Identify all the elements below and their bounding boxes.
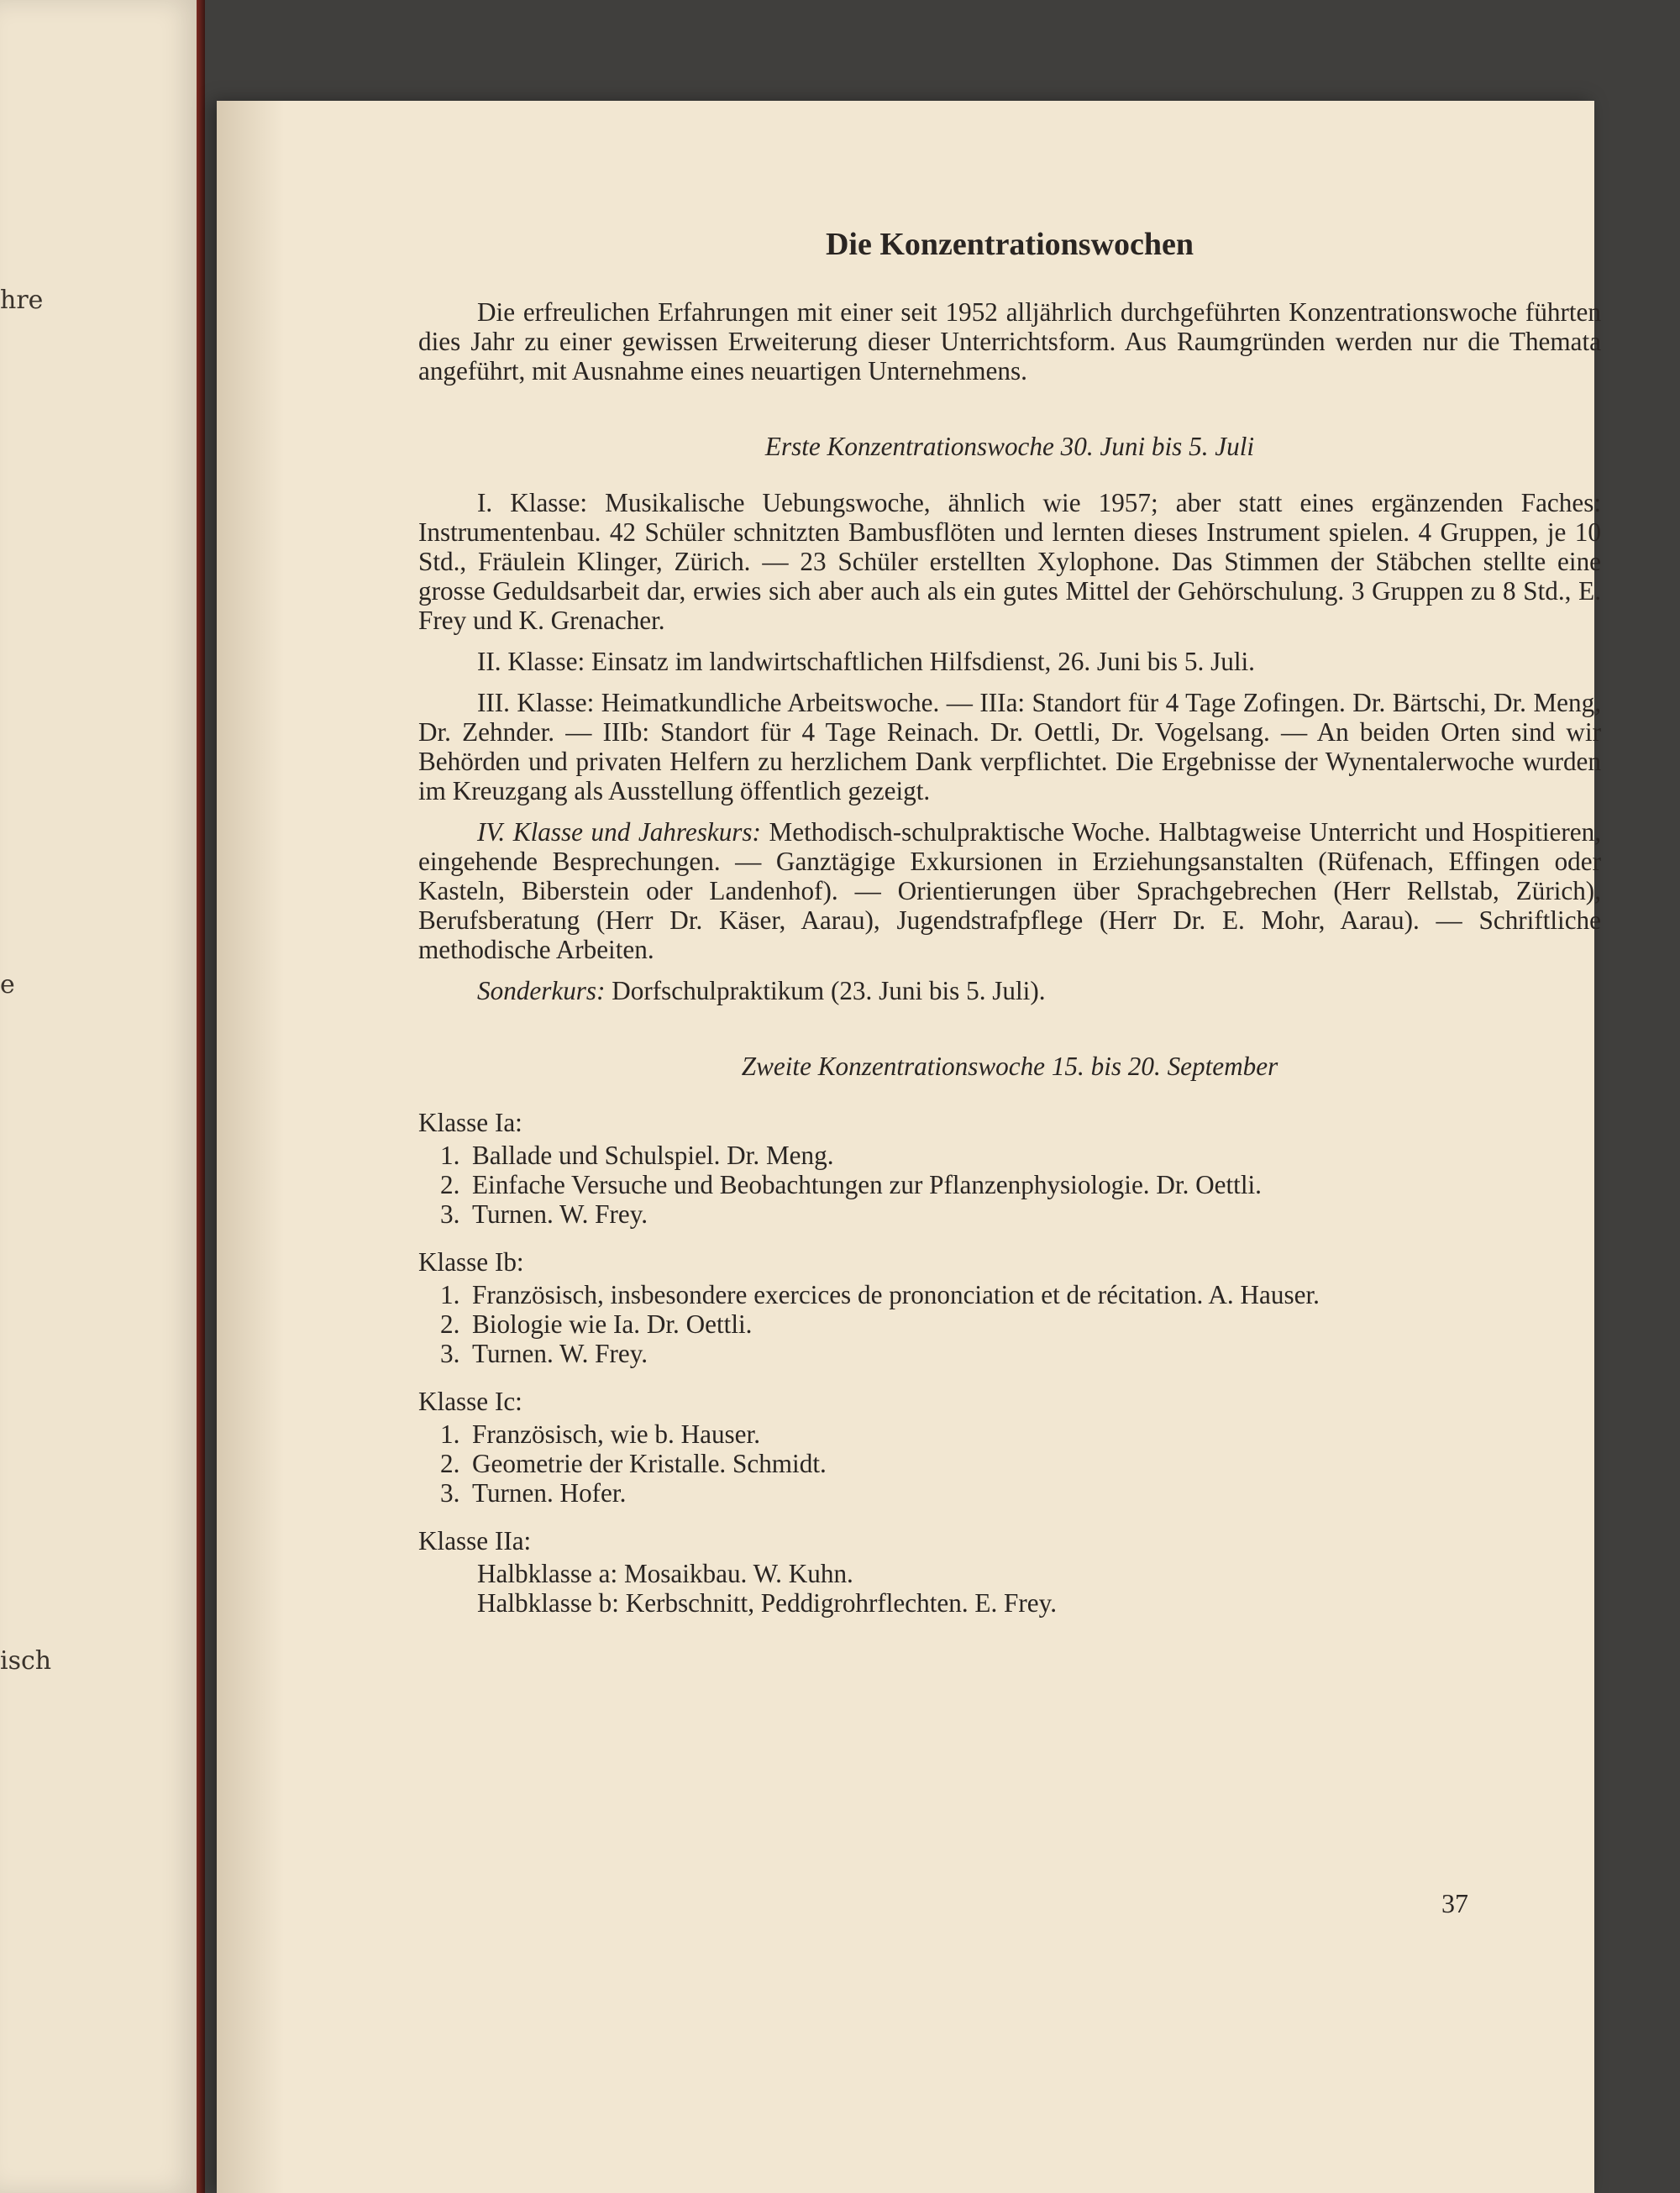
klasse-4-label: IV. Klasse und Jahreskurs: (477, 817, 761, 847)
list-item (440, 1170, 1601, 1199)
list-item (440, 1339, 1601, 1368)
list-item-number: 1. (440, 1141, 460, 1170)
list-item (440, 1478, 1601, 1508)
page-content (418, 225, 1601, 1618)
list-item-text: Französisch, insbesondere exercices de prononciation et de récitation. A. Hauser. (472, 1280, 1320, 1309)
list-item-text: Turnen. W. Frey. (472, 1199, 648, 1229)
left-page-fragment: isch (0, 1646, 52, 1676)
sonderkurs-label: Sonderkurs: (477, 976, 606, 1005)
klasse-4-paragraph (418, 817, 1601, 964)
list-item-text: Geometrie der Kristalle. Schmidt. (472, 1449, 827, 1478)
list-item-number: 2. (440, 1309, 460, 1339)
list-item-text: Turnen. W. Frey. (472, 1339, 648, 1368)
list-item (440, 1280, 1601, 1309)
list-item (440, 1449, 1601, 1478)
list-item-number: 1. (440, 1280, 460, 1309)
klasse-ia-list (418, 1141, 1601, 1229)
halbklasse-b: Halbklasse b: Kerbschnitt, Peddigrohrflechten. E. Frey. (477, 1588, 1057, 1618)
left-page-fragment: hre (0, 286, 44, 315)
list-item-number: 2. (440, 1449, 460, 1478)
book-spine-edge (197, 0, 205, 2193)
list-item (440, 1419, 1601, 1449)
page-number: 37 (1441, 1888, 1468, 1918)
intro-paragraph: Die erfreulichen Erfahrungen mit einer seit 1952 alljährlich durchgeführten Konzentrationswoche führten dies Jahr zu einer gewissen Erweiterung dieser Unterrichtsform. Aus Raumgründen werden nur die Themata angeführt, mit Ausnahme eines neuartigen Unternehmens. (418, 297, 1601, 386)
list-item (440, 1141, 1601, 1170)
list-item-text: Turnen. Hofer. (472, 1478, 627, 1508)
sonderkurs-text: Dorfschulpraktikum (23. Juni bis 5. Juli). (612, 976, 1046, 1005)
klasse-ic-label: Klasse Ic: (418, 1387, 522, 1416)
section-heading-week1: Erste Konzentrationswoche 30. Juni bis 5. Juli (764, 432, 1255, 461)
section-heading-week2: Zweite Konzentrationswoche 15. bis 20. September (741, 1052, 1278, 1081)
klasse-3-paragraph: III. Klasse: Heimatkundliche Arbeitswoche. — IIIa: Standort für 4 Tage Zofingen. Dr. Bärtschi, Dr. Meng, Dr. Zehnder. — IIIb: Standort für 4 Tage Reinach. Dr. Oettli, Dr. Vogelsang. — An beiden Orten sind wir Behörden und privaten Helfern zu herzlichem Dank verpflichtet. Die Ergebnisse der Wynentalerwoche wurden im Kreuzgang als Ausstellung öffentlich gezeigt. (418, 688, 1601, 805)
klasse-1-paragraph: I. Klasse: Musikalische Uebungswoche, ähnlich wie 1957; aber statt eines ergänzenden Faches: Instrumentenbau. 42 Schüler schnitzten Bambusflöten und lernten dieses Instrument spielen. 4 Gruppen, je 10 Std., Fräulein Klinger, Zürich. — 23 Schüler erstellten Xylophone. Das Stimmen der Stäbchen stellte eine grosse Geduldsarbeit dar, erwies sich aber auch als ein gutes Mittel der Gehörschulung. 3 Gruppen zu 8 Std., E. Frey und K. Grenacher. (418, 488, 1601, 635)
left-facing-page (0, 0, 200, 2193)
list-item-text: Einfache Versuche und Beobachtungen zur Pflanzenphysiologie. Dr. Oettli. (472, 1170, 1262, 1199)
list-item-number: 3. (440, 1199, 460, 1229)
klasse-ic-list (418, 1419, 1601, 1508)
halbklasse-a: Halbklasse a: Mosaikbau. W. Kuhn. (477, 1559, 853, 1588)
list-item (440, 1309, 1601, 1339)
list-item-number: 3. (440, 1478, 460, 1508)
list-item-text: Biologie wie Ia. Dr. Oettli. (472, 1309, 753, 1339)
left-page-fragment: e (0, 970, 15, 999)
list-item-number: 3. (440, 1339, 460, 1368)
sonderkurs-paragraph (418, 976, 1601, 1005)
klasse-2-paragraph: II. Klasse: Einsatz im landwirtschaftlichen Hilfsdienst, 26. Juni bis 5. Juli. (477, 647, 1255, 676)
right-page (217, 101, 1601, 2193)
klasse-ib-label: Klasse Ib: (418, 1247, 524, 1277)
klasse-ib-list (418, 1280, 1601, 1368)
list-item-text: Französisch, wie b. Hauser. (472, 1419, 760, 1449)
page-title: Die Konzentrationswochen (825, 227, 1194, 262)
klasse-ia-label: Klasse Ia: (418, 1108, 522, 1137)
klasse-iia-label: Klasse IIa: (418, 1526, 532, 1556)
list-item-text: Ballade und Schulspiel. Dr. Meng. (472, 1141, 834, 1170)
list-item (440, 1199, 1601, 1229)
list-item-number: 1. (440, 1419, 460, 1449)
list-item-number: 2. (440, 1170, 460, 1199)
klasse-4-text: Methodisch-schulpraktische Woche. Halbtagweise Unterricht und Hospitieren, eingehende Besprechungen. — Ganztägige Exkursionen in Erziehungsanstalten (Rüfenach, Effingen oder Kasteln, Biberstein oder Landenhof). — Orientierungen über Sprachgebrechen (Herr Rellstab, Zürich), Berufsberatung (Herr Dr. Käser, Aarau), Jugendstrafpflege (Herr Dr. E. Mohr, Aarau). — Schriftliche methodische Arbeiten. (418, 817, 1601, 964)
